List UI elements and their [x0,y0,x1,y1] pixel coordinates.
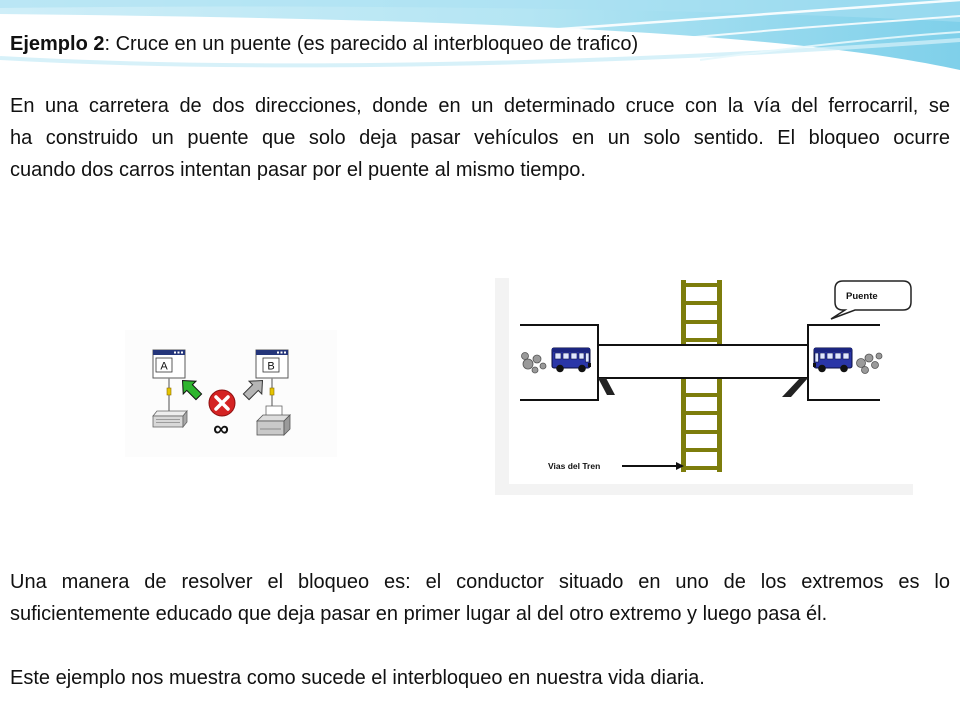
bubble-label: Puente [846,291,878,302]
track-rung [681,466,722,470]
solution-line: Una manera de resolver el bloqueo es: el conductor situado en uno de los extremos es lo [10,571,950,593]
smoke-puff [523,359,533,369]
intro-paragraph [10,90,950,186]
bus-window [555,353,561,359]
bus-wheel [556,365,564,373]
bridge-diagram [495,278,913,495]
track-rung [681,320,722,324]
smoke-puff [522,353,529,360]
smoke-puff [876,353,882,359]
bus-roof [552,348,590,352]
blocked-x-icon [209,390,235,416]
bus-windshield [815,353,819,362]
bus-window [820,353,825,359]
process-a-window-icon [153,350,185,378]
bus-wheel [840,365,848,373]
smoke-puff [857,359,866,368]
bus-window [835,353,841,359]
bus-wheel [818,365,826,373]
window-titlebar [256,350,288,355]
smoke-puff [540,363,546,369]
intro-line: ha construido un puente que solo deja pasar vehículos en un solo sentido. El bloqueo ocurre [10,127,950,149]
bus-window [827,353,833,359]
process-a-connector [167,388,171,395]
slide-title [10,32,638,56]
bus-roof [814,348,852,352]
window-button [174,352,176,354]
deadlock-diagram-graphic [125,330,337,457]
process-b-window-icon [256,350,288,378]
smoke-puff [533,355,541,363]
printer-front [257,421,284,435]
track-rung [681,430,722,434]
track-rung [681,301,722,305]
solution-line: suficientemente educado que deja pasar en primer lugar al del otro extremo y luego pasa él. [10,603,828,625]
window-button [284,352,286,354]
printer-icon [257,406,290,435]
process-b-connector [270,388,274,395]
bus-window [843,353,849,359]
track-rung [681,411,722,415]
smoke-puff [872,362,879,369]
bus-window [571,353,577,359]
slide-title-rest: : Cruce en un puente (es parecido al interbloqueo de trafico) [104,33,639,55]
slide-title-bold: Ejemplo 2 [10,33,105,55]
process-b-label: B [267,360,275,373]
tracks-label: Vias del Tren [548,461,601,471]
closing-paragraph [10,662,950,694]
window-button [181,352,183,354]
window-button [277,352,279,354]
track-rung [681,448,722,452]
closing-line: Este ejemplo nos muestra como sucede el interbloqueo en nuestra vida diaria. [10,667,705,689]
intro-line: cuando dos carros intentan pasar por el puente al mismo tiempo. [10,159,586,181]
deadlock-diagram [125,330,337,457]
window-button [178,352,180,354]
window-button [281,352,283,354]
bus-window [579,353,584,359]
smoke-puff [532,367,538,373]
scanner-top [153,411,187,416]
infinity-symbol: ∞ [213,416,229,441]
bridge-deck [598,345,808,378]
scanner-icon [153,411,187,427]
solution-paragraph [10,566,950,630]
intro-line: En una carretera de dos direcciones, donde en un determinado cruce con la vía del ferrocarril, se [10,95,950,117]
scanner-front [153,416,183,427]
track-rung [681,338,722,342]
bus-bumper [813,363,816,367]
smoke-puff [862,367,869,374]
bus-wheel [578,365,586,373]
bus-window [563,353,569,359]
smoke-puff [865,354,873,362]
bridge-diagram-graphic [495,278,913,495]
window-titlebar [153,350,185,355]
process-a-label: A [160,360,168,373]
track-rung [681,393,722,397]
track-rung [681,283,722,287]
bus-windshield [586,353,590,362]
bus-bumper [588,363,591,367]
